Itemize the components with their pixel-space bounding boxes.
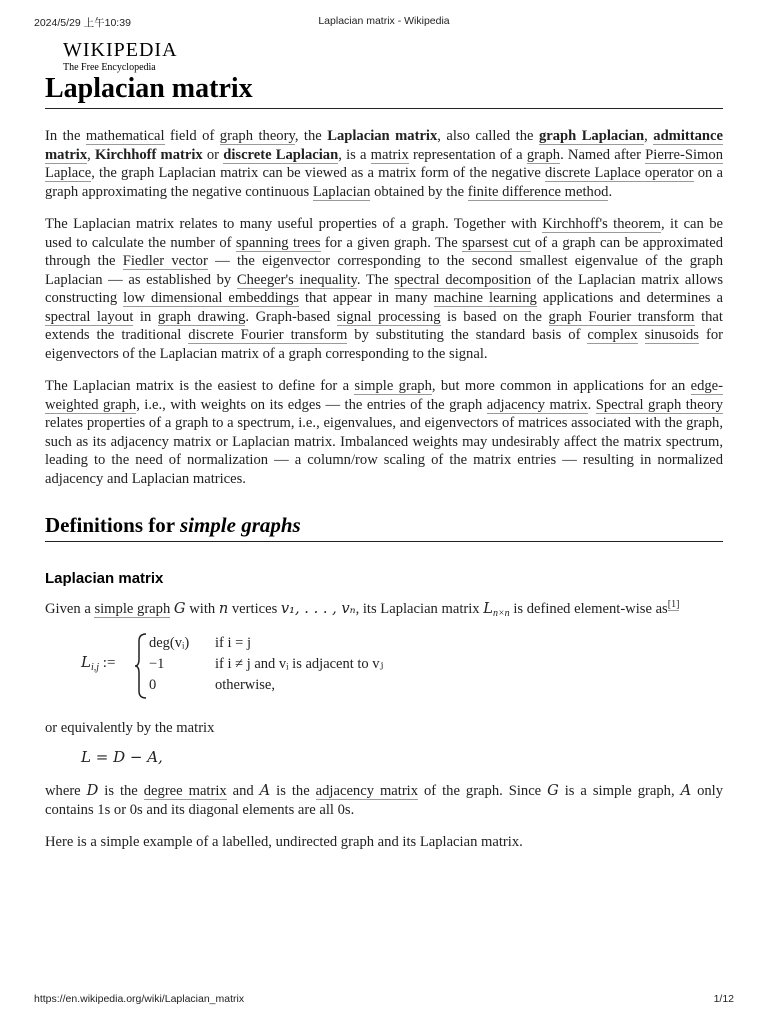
link-sparsest-cut[interactable]: sparsest cut [462, 234, 531, 251]
math-var: L [483, 599, 493, 617]
text: . Named after [560, 146, 646, 163]
link-discrete-fourier-transform[interactable]: discrete Fourier transform [188, 327, 348, 343]
text: . The [356, 271, 395, 288]
math-var: D [86, 782, 99, 800]
where-paragraph [45, 782, 723, 819]
text: := [99, 655, 116, 672]
text: , i.e., with weights on its edges — the entries of the graph [136, 396, 487, 413]
math-var: G [547, 782, 559, 800]
subsection-heading-laplacian-matrix: Laplacian matrix [45, 570, 164, 587]
text: The Laplacian matrix relates to many useful properties of a graph. Together with [45, 216, 543, 232]
term-laplacian-matrix: Laplacian matrix [327, 128, 438, 144]
link-kirchhoffs-theorem[interactable]: Kirchhoff's theorem [542, 216, 662, 232]
text [638, 327, 645, 343]
link-spectral-decomposition[interactable]: spectral decomposition [394, 271, 532, 288]
text: . [587, 396, 596, 413]
link-laplacian[interactable]: Laplacian [312, 183, 371, 200]
formula-lhs [81, 653, 115, 678]
text: relates properties of a graph to a spectrum, i.e., eigenvalues, and eigenvectors of matrices associated with the graph, such as its adjacency matrix or Laplacian matrix. Imbalanced weights may undesirably affect the matrix spectrum, leading to the need of normalization — a column/row scaling of the matrix entries — resulting in normalized adjacency and Laplacian matrices. [45, 415, 723, 487]
text: that extends the traditional [45, 308, 723, 343]
text: . Graph-based [245, 308, 337, 325]
math-var: A [259, 782, 271, 800]
text: by substituting the standard basis of [347, 327, 588, 343]
text: is defined element-wise as [509, 600, 668, 617]
print-doc-title: Laplacian matrix - Wikipedia [318, 15, 450, 27]
text: Definitions for [45, 513, 180, 537]
text: , it can be used to calculate the number of [45, 216, 723, 251]
case-value: deg(vᵢ) [149, 635, 190, 652]
link-discrete-laplacian[interactable]: discrete Laplacian [223, 146, 339, 163]
link-simple-graph-2[interactable]: simple graph [94, 600, 171, 617]
text: only contains 1s or 0s and its diagonal elements are all 0s. [45, 783, 724, 818]
text: with [185, 600, 219, 617]
print-header [34, 15, 734, 29]
link-adjacency-matrix-2[interactable]: adjacency matrix [315, 783, 419, 800]
text: is based on the [440, 308, 549, 325]
text: for eigenvectors of the Laplacian matrix of a graph corresponding to the signal. [45, 327, 723, 362]
text: vertices [228, 600, 281, 617]
link-matrix[interactable]: matrix [370, 146, 409, 163]
equivalently-text: or equivalently by the matrix [45, 720, 215, 737]
math-var: v₁, . . . , vₙ [280, 599, 356, 617]
text: , its Laplacian matrix [355, 600, 484, 617]
link-signal-processing[interactable]: signal processing [336, 308, 441, 325]
text: — the eigenvector corresponding to the second smallest eigenvalue of the graph Laplacian — as established by [45, 253, 723, 288]
text: , also called the [437, 128, 539, 144]
print-datetime: 2024/5/29 上午10:39 [34, 17, 131, 29]
text: , the graph Laplacian matrix can be viewed as a matrix form of the negative [91, 165, 545, 181]
link-pierre-simon-laplace[interactable]: Pierre-Simon Laplace [45, 146, 723, 181]
math-subscript: n×n [492, 607, 510, 619]
link-admittance-matrix[interactable]: admittance matrix [45, 128, 723, 163]
text: or [202, 146, 224, 163]
example-paragraph: Here is a simple example of a labelled, undirected graph and its Laplacian matrix. [45, 834, 523, 851]
text: that appear in many [298, 290, 434, 306]
link-spanning-trees[interactable]: spanning trees [235, 234, 321, 251]
text: obtained by the [370, 183, 468, 200]
link-machine-learning[interactable]: machine learning [433, 290, 537, 306]
page-title: Laplacian matrix [45, 72, 723, 109]
case-value: 0 [149, 677, 157, 694]
link-low-dimensional-embeddings[interactable]: low dimensional embeddings [123, 290, 299, 306]
text: In the [45, 128, 86, 144]
case-row [149, 675, 383, 696]
text: . [608, 183, 613, 200]
logo-wordmark: WIKIPEDIA [63, 39, 178, 61]
text: and [226, 783, 260, 800]
case-row [149, 654, 383, 675]
math-var: G [173, 599, 186, 617]
text: field of [164, 128, 220, 144]
link-sinusoids[interactable]: sinusoids [644, 327, 699, 343]
text: of the Laplacian matrix allows constructing [45, 271, 724, 306]
math-var: L [81, 653, 91, 672]
text: , [87, 146, 95, 163]
text: , is a [338, 146, 371, 163]
text: is the [98, 783, 144, 800]
text: of a graph can be approximated through the [45, 234, 724, 269]
link-cheegers-inequality[interactable]: Cheeger's inequality [236, 271, 357, 288]
case-value: −1 [149, 656, 165, 673]
text: on a graph approximating the negative continuous [45, 165, 723, 200]
print-footer [34, 993, 734, 1007]
text: simple graphs [179, 513, 301, 537]
text: of the graph. Since [418, 783, 548, 800]
link-graph-drawing[interactable]: graph drawing [157, 308, 246, 325]
link-graph-theory[interactable]: graph theory [219, 128, 295, 144]
text: in [133, 308, 158, 325]
math-var: n [218, 599, 229, 617]
link-adjacency-matrix[interactable]: adjacency matrix [486, 396, 588, 413]
link-spectral-layout[interactable]: spectral layout [45, 308, 134, 325]
case-condition: if i = j [215, 635, 251, 652]
text: is a simple graph, [558, 783, 681, 800]
definition-paragraph [45, 594, 723, 623]
print-page-number: 1/12 [713, 993, 734, 1005]
text: Given a [45, 600, 95, 617]
equation-l-equals-d-minus-a: L = D − A, [81, 747, 163, 766]
link-graph-fourier-transform[interactable]: graph Fourier transform [548, 308, 695, 325]
left-brace [135, 633, 147, 699]
text: The Laplacian matrix is the easiest to define for a [45, 378, 355, 394]
link-simple-graph[interactable]: simple graph [354, 378, 432, 394]
case-condition: if i ≠ j and vᵢ is adjacent to vⱼ [215, 656, 384, 673]
laplacian-definition-formula [81, 631, 723, 709]
link-mathematical[interactable]: mathematical [85, 128, 165, 144]
text: , but more common in applications for an [431, 378, 691, 394]
link-complex[interactable]: complex [587, 327, 638, 343]
link-degree-matrix[interactable]: degree matrix [143, 783, 227, 800]
logo-tagline: The Free Encyclopedia [63, 62, 156, 73]
formula-cases [149, 633, 383, 696]
text: for a given graph. The [320, 234, 463, 251]
link-graph-laplacian[interactable]: graph Laplacian [538, 128, 645, 144]
intro-paragraph-3 [45, 377, 723, 488]
link-graph[interactable]: graph [526, 146, 561, 163]
math-subscript: i,j [90, 662, 100, 674]
link-fiedler-vector[interactable]: Fiedler vector [122, 253, 208, 269]
link-finite-difference-method[interactable]: finite difference method [467, 183, 609, 200]
print-url: https://en.wikipedia.org/wiki/Laplacian_matrix [34, 993, 245, 1005]
intro-paragraph-1 [45, 127, 723, 201]
text: is the [270, 783, 316, 800]
section-heading-definitions [45, 512, 723, 542]
text: , the [294, 128, 328, 144]
text: representation of a [408, 146, 527, 163]
math-var: A [680, 782, 692, 800]
link-discrete-laplace-operator[interactable]: discrete Laplace operator [544, 165, 694, 181]
case-condition: otherwise, [215, 677, 275, 694]
article-body [45, 127, 723, 866]
text: , [644, 128, 654, 144]
case-row [149, 633, 383, 654]
term-kirchhoff-matrix: Kirchhoff matrix [95, 146, 203, 163]
text: where [45, 783, 87, 800]
text: applications and determines a [536, 290, 723, 306]
link-edge-weighted-graph[interactable]: edge-weighted graph [45, 378, 724, 413]
citation-1[interactable]: [1] [667, 599, 680, 610]
intro-paragraph-2 [45, 215, 723, 363]
wikipedia-logo[interactable] [63, 39, 178, 74]
link-spectral-graph-theory[interactable]: Spectral graph theory [595, 396, 724, 413]
